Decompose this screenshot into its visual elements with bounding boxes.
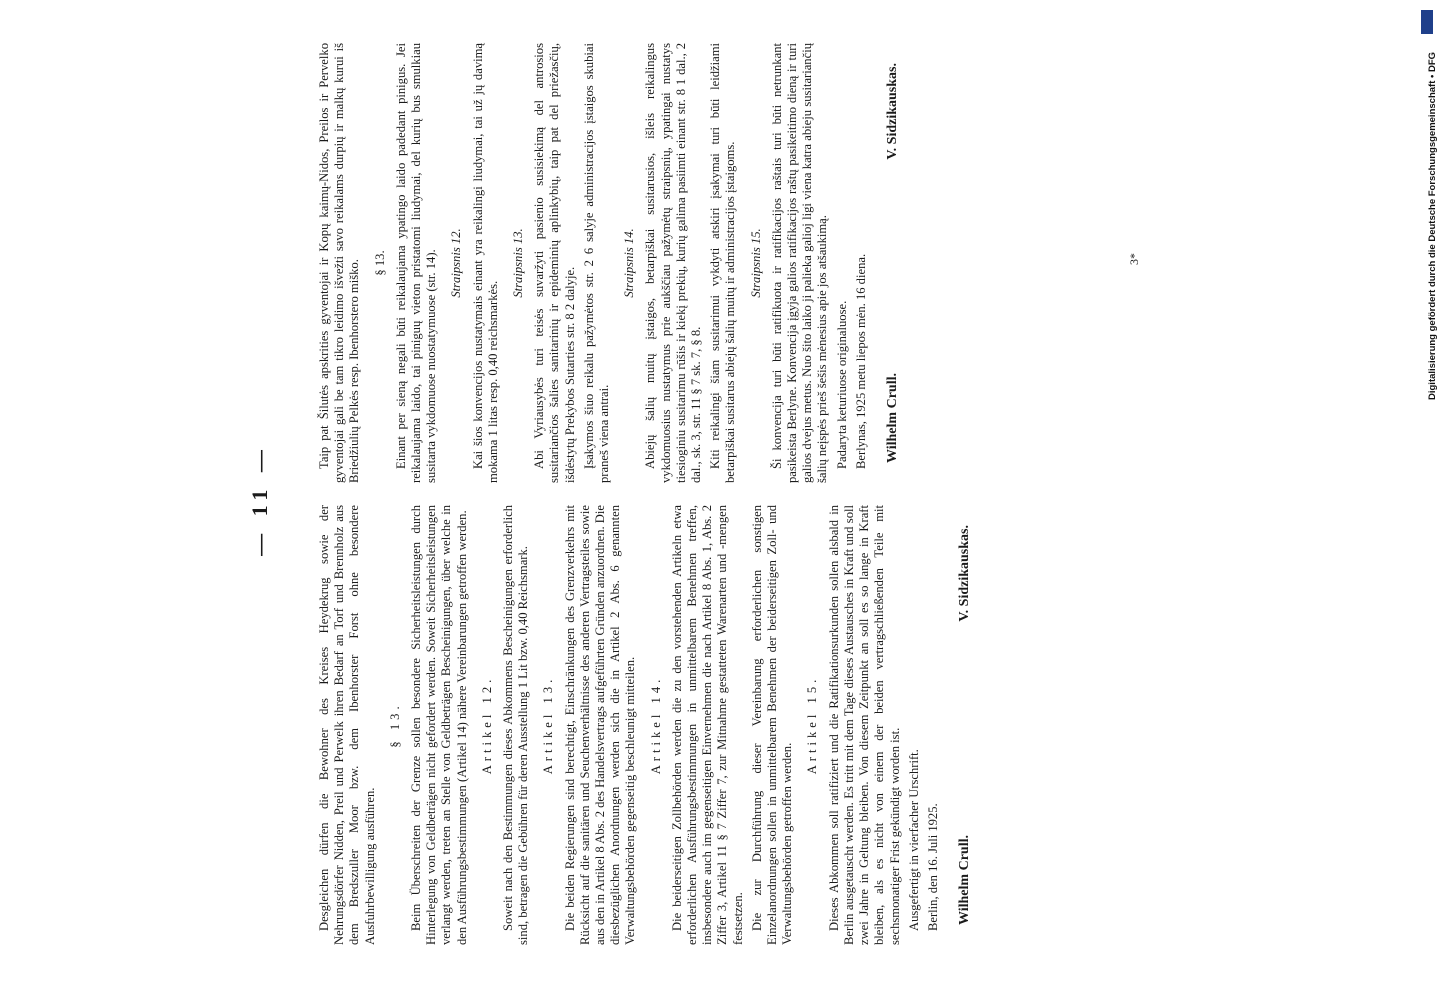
- german-article-13-title: Artikel 13.: [541, 675, 556, 775]
- german-signatures: [957, 505, 972, 945]
- dfg-credit-text: Digitalisierung gefördert durch die Deutsche Forschungsgemeinschaft • DFG: [1427, 51, 1438, 400]
- german-signature-sidzikauskas: V. Sidzikauskas.: [957, 525, 973, 622]
- folio-mark: 3*: [1127, 253, 1141, 265]
- page-number: — 11 —: [247, 444, 272, 556]
- rotated-page-content: [197, 35, 1237, 965]
- german-signature-crull: Wilhelm Crull.: [957, 835, 973, 925]
- lithuanian-article-14-text-1: Abiejų šalių muitų įstaigos, betarpiškai susitarusios, išleis reikalingus vykdomuosius nustatymus prie aukščiau pažymėtų straipsnių, ypatingai nustatys tiesioginiu susitarimu rūšis ir kiekį prekių, kurių galima pasiimti einant str. 8 1 dal., 2 dal., sk. 3, str. 11 § 7 sk. 7, § 8.: [643, 43, 704, 483]
- german-closing-1: Ausgefertigt in vierfacher Urschrift.: [906, 749, 921, 931]
- lithuanian-signature-crull: Wilhelm Crull.: [885, 373, 901, 463]
- german-intro-paragraph: Desgleichen dürfen die Bewohner des Kreises Heydekrug sowie der Nehrungsdörfer Nidden, Preil und Perwelk ihren Bedarf an Torf und Brennholz aus dem Bredszuller Moor bzw. dem Ibenhorster Forst ohne besondere Ausfuhrbewilligung ausführen.: [317, 505, 377, 945]
- lithuanian-article-14-text-2: Kiti reikalingi šiam susitarimui vykdyti atskiri įsakymai turi būti leidžiami betarpiškai susitarus abiejų šalių muitų ir administracijos įstaigoms.: [708, 43, 738, 483]
- lithuanian-section-13-title: § 13.: [372, 250, 387, 276]
- german-section-13-title: § 13.: [387, 702, 402, 748]
- lithuanian-intro-paragraph: Taip pat Šilutės apskrities gyventojai ir Kopų kaimų-Nidos, Preilos ir Pervelko gyventojai gali be tam tikro leidimo išvežti savo reikalams durpių ir malkų kurui iš Briedžiulių Pelkės resp. Ibenhorstero miško.: [317, 43, 362, 483]
- german-section-13-text: Beim Überschreiten der Grenze sollen besondere Sicherheitsleistungen durch Hinterlegung von Geldbeträgen nicht gefordert werden. Soweit Sicherheitsleistungen verlangt werden, treten an Stelle von Geldbeträgen Bescheinigungen, über welche in den Ausführungsbestimmungen (Artikel 14) nähere Vereinbarungen getroffen werden.: [409, 505, 469, 945]
- lithuanian-closing-2: Berlynas, 1925 metu liepos mėn. 16 diena.: [853, 253, 868, 469]
- lithuanian-signatures: [885, 43, 900, 483]
- german-article-14-text-2: Die zur Durchführung dieser Vereinbarung erforderlichen sonstigen Einzelanordnungen sollen in unmittelbarem Benehmen der beiderseitigen Zoll- und Verwaltungsbehörden getroffen werden.: [749, 505, 795, 945]
- lithuanian-signature-sidzikauskas: V. Sidzikauskas.: [885, 63, 901, 160]
- german-article-13-text: Die beiden Regierungen sind berechtigt, Einschränkungen des Grenzverkehrs mit Rücksicht auf die sanitären und Seuchenverhältnisse des anderen Vertragsteiles sowie aus den in Artikel 8 Abs. 2 des Handelsvertrags aufgeführten Gründen anzuordnen. Die diesbezüglichen Anordnungen werden sich die in Artikel 2 Abs. 6 genannten Verwaltungsbehörden gegenseitig beschleunigt mitteilen.: [562, 505, 638, 945]
- lithuanian-article-13-text-2: Įsakymos šiuo reikalu pažymėtos str. 2 6 salyje administracijos įstaigos skubiai praneš viena antrai.: [581, 43, 612, 483]
- german-column: [317, 505, 972, 945]
- german-article-14-text-1: Die beiderseitigen Zollbehörden werden die zu den vorstehenden Artikeln etwa erforderlichen Ausführungsbestimmungen in unmittelbarem Benehmen treffen, insbesondere auch im gegenseitigen Einvernehmen die nach Artikel 8 Abs. 1, Abs. 2 Ziffer 3, Artikel 11 § 7 Ziffer 7, zur Mitnahme gestatteten Warenarten und -mengen festsetzen.: [669, 505, 745, 945]
- dfg-logo-icon: [1421, 10, 1433, 34]
- lithuanian-article-15-text: Ši konvencija turi būti ratifikuota ir ratifikacijos raštais turi būti netrunkant pasikeista Berlyne. Konvencija įgyja galios ratifikacijos raštų pasikeitimo dieną ir turi galios dvejus metus. Nuo šito laiko ji palieka galioj ligi viena katra abieju susitariančių šalių neįspės prieš šešis mėnesius apie jos atšaukimą.: [769, 43, 830, 483]
- lithuanian-article-12-title: Straipsnis 12.: [449, 228, 464, 298]
- lithuanian-article-14-title: Straipsnis 14.: [622, 228, 637, 298]
- lithuanian-article-13-text-1: Abi Vyriausybės turi teisės suvaržyti pasienio susisiekimą del antrosios susitariančios šalies sanitarinių ir epideminių aplinkybių, taip pat del priežasčių, išdėstytų Prekybos Sutarties str. 8 2 dalyje.: [532, 43, 577, 483]
- german-closing-2: Berlin, den 16. Juli 1925.: [925, 803, 940, 931]
- german-article-15-title: Artikel 15.: [805, 675, 820, 775]
- german-article-12-title: Artikel 12.: [479, 675, 494, 775]
- lithuanian-article-15-title: Straipsnis 15.: [748, 228, 763, 298]
- lithuanian-column: [317, 43, 900, 483]
- german-article-12-text: Soweit nach den Bestimmungen dieses Abkommens Bescheinigungen erforderlich sind, betragen die Gebühren für deren Ausstellung 1 Lit bzw. 0,40 Reichsmark.: [501, 505, 531, 945]
- lithuanian-closing-1: Padaryta keturiuose originaluose.: [834, 300, 849, 469]
- lithuanian-article-12-text: Kai šios konvencijos nustatymais einant yra reikalingi liudymai, tai už jų davimą mokama 1 litas resp. 0,40 reichsmarkės.: [470, 43, 500, 483]
- lithuanian-section-13-text: Einant per sieną negali būti reikalaujama ypatingo laido padedant pinigus. Jei reikalaujama laido, tai piniguų vieton pristatomi liudymai, del kurių bus smulkiau susitarta vykdomuose nuostatymuose (str. 14).: [393, 43, 439, 483]
- german-article-14-title: Artikel 14.: [648, 675, 663, 775]
- lithuanian-article-13-title: Straipsnis 13.: [511, 228, 526, 298]
- dfg-credit: [1420, 10, 1438, 400]
- german-article-15-text: Dieses Abkommen soll ratifiziert und die Ratifikationsurkunden sollen alsbald in Berlin ausgetauscht werden. Es tritt mit dem Tage dieses Austausches in Kraft und soll zwei Jahre in Geltung bleiben. Von diesem Zeitpunkt an soll es so lange in Kraft bleiben, als es nicht von einem der beiden vertragschließenden Teile mit sechsmonatiger Frist gekündigt worden ist.: [826, 505, 902, 945]
